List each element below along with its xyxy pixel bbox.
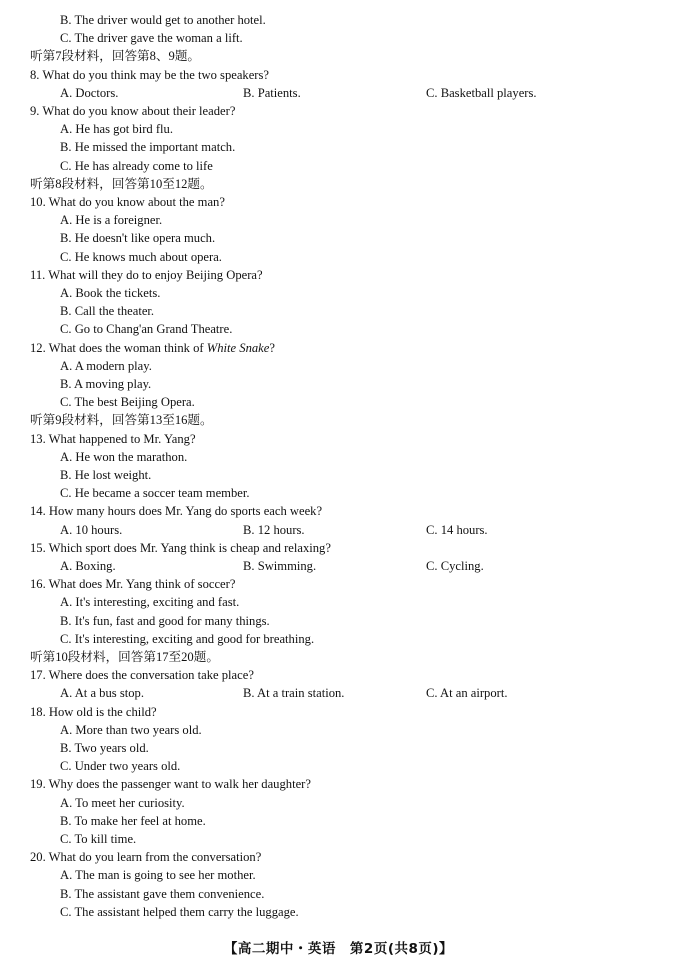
question: 10. What do you know about the man? xyxy=(30,195,225,209)
answer-option: B. At a train station. xyxy=(243,686,345,700)
answer-option: A. More than two years old. xyxy=(60,723,202,737)
question: 15. Which sport does Mr. Yang think is cheap and relaxing? xyxy=(30,541,331,555)
question: 9. What do you know about their leader? xyxy=(30,104,236,118)
answer-option: C. He became a soccer team member. xyxy=(60,486,250,500)
answer-option: C. 14 hours. xyxy=(426,523,488,537)
answer-option: A. He is a foreigner. xyxy=(60,213,163,227)
answer-option: A. He won the marathon. xyxy=(60,450,188,464)
answer-option: C. The driver gave the woman a lift. xyxy=(60,31,243,45)
section-instruction: 听第9段材料，回答第13至16题。 xyxy=(30,413,213,427)
answer-option: A. The man is going to see her mother. xyxy=(60,868,256,882)
option-row xyxy=(0,684,677,702)
answer-option: B. Call the theater. xyxy=(60,304,155,318)
answer-option: B. 12 hours. xyxy=(243,523,305,537)
answer-option: A. At a bus stop. xyxy=(60,686,144,700)
answer-option: A. To meet her curiosity. xyxy=(60,796,185,810)
answer-option: B. He missed the important match. xyxy=(60,140,236,154)
answer-option: C. Basketball players. xyxy=(426,86,537,100)
page-footer: 【高二期中・英语 第2页(共8页)】 xyxy=(223,941,454,957)
answer-option: B. He doesn't like opera much. xyxy=(60,231,216,245)
answer-option: A. Boxing. xyxy=(60,559,116,573)
answer-option: C. He has already come to life xyxy=(60,159,213,173)
question: 19. Why does the passenger want to walk her daughter? xyxy=(30,777,311,791)
answer-option: A. He has got bird flu. xyxy=(60,122,173,136)
answer-option: C. Go to Chang'an Grand Theatre. xyxy=(60,322,233,336)
question xyxy=(30,339,275,357)
answer-option: C. It's interesting, exciting and good for breathing. xyxy=(60,632,315,646)
question-text: 12. What does the woman think of xyxy=(30,341,207,355)
question: 14. How many hours does Mr. Yang do sports each week? xyxy=(30,504,323,518)
section-instruction: 听第7段材料，回答第8、9题。 xyxy=(30,49,201,63)
play-title: White Snake xyxy=(206,341,270,355)
answer-option: A. Doctors. xyxy=(60,86,119,100)
answer-option: B. Patients. xyxy=(243,86,301,100)
question-mark: ? xyxy=(269,341,275,355)
answer-option: C. The best Beijing Opera. xyxy=(60,395,195,409)
answer-option: B. The driver would get to another hotel. xyxy=(60,13,266,27)
question: 17. Where does the conversation take place? xyxy=(30,668,254,682)
answer-option: A. Book the tickets. xyxy=(60,286,161,300)
answer-option: B. A moving play. xyxy=(60,377,152,391)
answer-option: C. He knows much about opera. xyxy=(60,250,222,264)
section-instruction: 听第8段材料，回答第10至12题。 xyxy=(30,177,213,191)
answer-option: B. To make her feel at home. xyxy=(60,814,206,828)
answer-option: B. Two years old. xyxy=(60,741,149,755)
option-row xyxy=(0,84,677,102)
section-instruction: 听第10段材料，回答第17至20题。 xyxy=(30,650,219,664)
answer-option: C. The assistant helped them carry the luggage. xyxy=(60,905,299,919)
question: 18. How old is the child? xyxy=(30,705,157,719)
question: 13. What happened to Mr. Yang? xyxy=(30,432,196,446)
question: 16. What does Mr. Yang think of soccer? xyxy=(30,577,236,591)
answer-option: B. The assistant gave them convenience. xyxy=(60,887,265,901)
answer-option: C. Cycling. xyxy=(426,559,484,573)
option-row xyxy=(0,557,677,575)
question: 20. What do you learn from the conversation? xyxy=(30,850,262,864)
answer-option: B. He lost weight. xyxy=(60,468,152,482)
answer-option: A. A modern play. xyxy=(60,359,152,373)
answer-option: B. It's fun, fast and good for many things. xyxy=(60,614,270,628)
answer-option: C. To kill time. xyxy=(60,832,137,846)
answer-option: C. Under two years old. xyxy=(60,759,181,773)
answer-option: B. Swimming. xyxy=(243,559,317,573)
option-row xyxy=(0,521,677,539)
answer-option: A. 10 hours. xyxy=(60,523,123,537)
question: 11. What will they do to enjoy Beijing Opera? xyxy=(30,268,263,282)
answer-option: A. It's interesting, exciting and fast. xyxy=(60,595,240,609)
answer-option: C. At an airport. xyxy=(426,686,508,700)
question: 8. What do you think may be the two speakers? xyxy=(30,68,269,82)
